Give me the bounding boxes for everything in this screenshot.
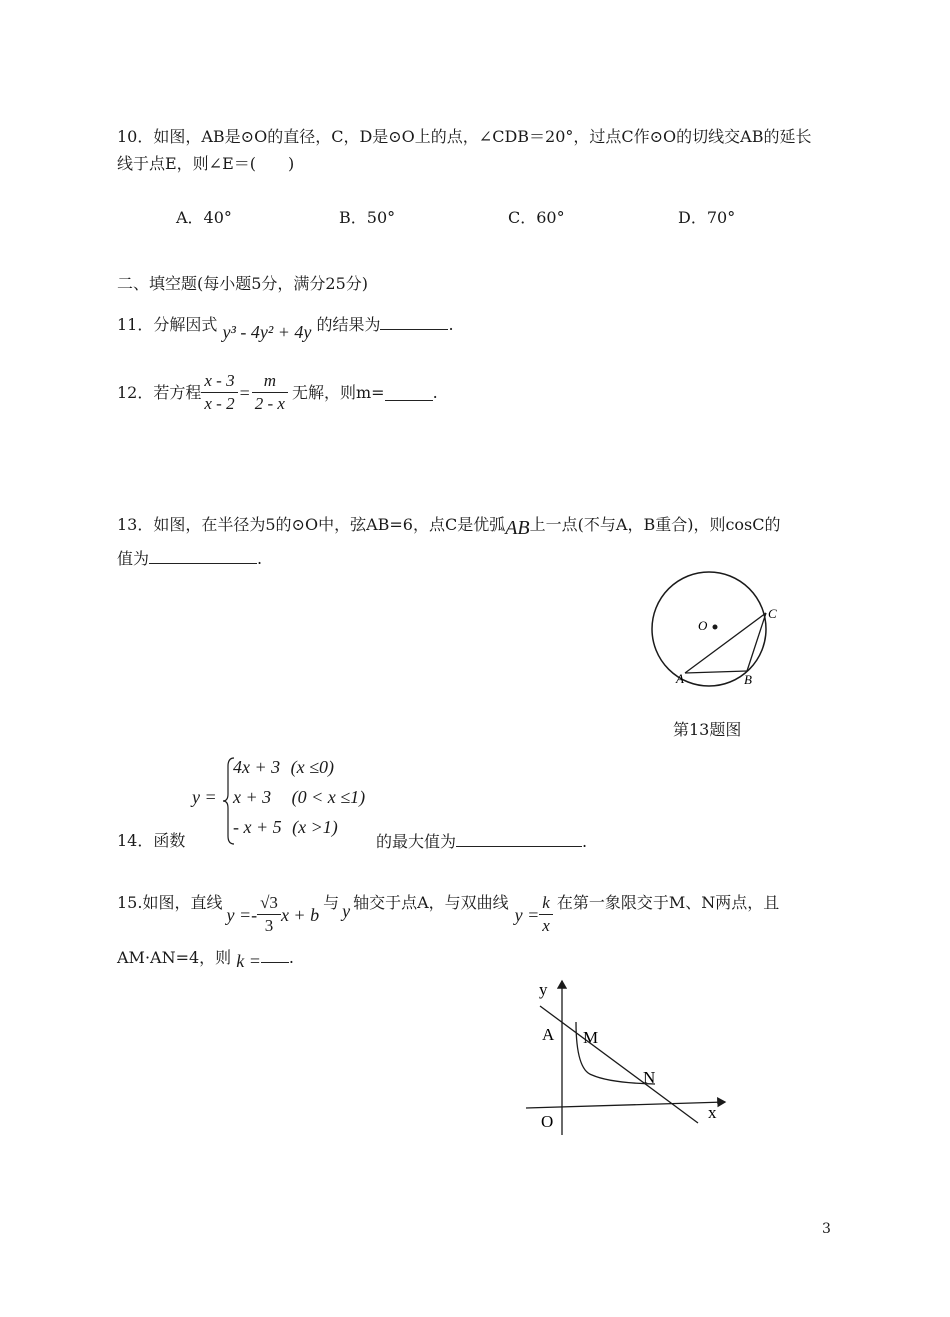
q13-text-b: 上一点(不与A，B重合)，则cosC的 bbox=[529, 515, 781, 534]
q15-hyperbola-lhs: y = bbox=[514, 904, 540, 925]
q12-lhs-numerator: x - 3 bbox=[201, 370, 237, 393]
chord-ab bbox=[685, 671, 747, 673]
q11-end: . bbox=[448, 315, 454, 334]
q11-prefix: 11．分解因式 bbox=[117, 315, 218, 334]
q15-text-a: 15.如图，直线 bbox=[117, 892, 223, 912]
q15-slope-fraction bbox=[257, 892, 281, 937]
q15-answer-blank bbox=[261, 946, 289, 963]
q10-line1: 10．如图，AB是⊙O的直径，C，D是⊙O上的点，∠CDB＝20°，过点C作⊙O的切线交AB的延长 bbox=[117, 127, 812, 146]
q15-end: . bbox=[288, 948, 294, 967]
q10-option-c: C．60° bbox=[508, 208, 565, 227]
x-axis bbox=[526, 1102, 725, 1108]
q14-y-equals: y = bbox=[192, 787, 217, 807]
q13-text-a: 13．如图，在半径为5的⊙O中，弦AB=6，点C是优弧 bbox=[117, 515, 506, 534]
q14-prefix: 14．函数 bbox=[117, 831, 186, 850]
q15-line-rhs: x + b bbox=[280, 904, 320, 925]
q14-case-3-cond: (x >1) bbox=[292, 817, 338, 837]
q10-option-d: D．70° bbox=[678, 208, 736, 227]
q11-answer-blank bbox=[380, 313, 448, 330]
label-point-a: A bbox=[542, 1025, 555, 1044]
q12-equals: = bbox=[239, 382, 250, 403]
q15-line1 bbox=[117, 880, 780, 935]
q12-rhs-fraction bbox=[252, 370, 288, 415]
q13-arc-label: AB bbox=[505, 517, 530, 539]
q10-option-a: A．40° bbox=[176, 208, 232, 227]
q14-suffix-line bbox=[376, 830, 587, 853]
q15-graph-figure bbox=[520, 975, 760, 1140]
q15-text-d: 在第一象限交于M、N两点，且 bbox=[556, 892, 780, 912]
label-o: O bbox=[698, 618, 708, 633]
circle-o bbox=[652, 572, 766, 686]
q13-text-c: 值为 bbox=[117, 549, 150, 568]
section-heading: 二、填空题(每小题5分，满分25分) bbox=[117, 274, 369, 293]
q15-hyperbola-fraction bbox=[539, 892, 553, 937]
label-a: A bbox=[676, 671, 684, 686]
label-x-axis: x bbox=[708, 1103, 717, 1122]
q12-end: . bbox=[432, 382, 438, 402]
q12-rhs-numerator: m bbox=[252, 370, 288, 393]
q15-line-lhs: y =- bbox=[226, 904, 258, 925]
center-point bbox=[713, 625, 718, 630]
label-point-n: N bbox=[643, 1068, 656, 1087]
q12-rhs-denominator: 2 - x bbox=[254, 394, 285, 413]
segment-bc bbox=[747, 613, 766, 671]
q14-case-3-expr: - x + 5 bbox=[233, 817, 282, 837]
q13-line1 bbox=[117, 513, 781, 539]
q11-expression: y³ - 4y² + 4y bbox=[222, 322, 312, 342]
q14-case-2-expr: x + 3 bbox=[233, 787, 272, 807]
q13-line2 bbox=[117, 547, 262, 570]
page-number: 3 bbox=[822, 1221, 831, 1237]
q11-suffix: 的结果为 bbox=[316, 315, 381, 334]
q12-answer-blank bbox=[385, 384, 433, 401]
q12-prefix: 12．若方程 bbox=[117, 382, 202, 402]
label-origin: O bbox=[541, 1112, 554, 1131]
q15-text-c: 轴交于点A，与双曲线 bbox=[353, 892, 509, 912]
q15-hyperbola-denominator: x bbox=[542, 916, 550, 935]
q12-line bbox=[117, 370, 438, 415]
q13-end: . bbox=[257, 549, 263, 568]
label-point-m: M bbox=[583, 1028, 599, 1047]
q14-case-2 bbox=[233, 787, 365, 808]
q14-case-2-cond: (0 < x ≤1) bbox=[291, 787, 366, 807]
q15-slope-denominator: 3 bbox=[264, 916, 274, 935]
q12-lhs-fraction bbox=[201, 370, 237, 415]
q14-case-1-cond: (x ≤0) bbox=[290, 757, 334, 777]
q10-option-b: B．50° bbox=[339, 208, 396, 227]
q13-answer-blank bbox=[149, 547, 257, 564]
label-b: B bbox=[744, 672, 752, 687]
q15-slope-numerator: √3 bbox=[257, 892, 281, 915]
q15-k-equals: k = bbox=[236, 951, 261, 971]
q15-text-e: AM·AN=4，则 bbox=[117, 948, 232, 967]
q10-line2: 线于点E，则∠E＝( ) bbox=[117, 154, 295, 173]
q12-suffix: 无解，则m= bbox=[291, 382, 385, 402]
q14-case-1-expr: 4x + 3 bbox=[233, 757, 281, 777]
q14-case-3 bbox=[233, 817, 338, 838]
q14-suffix: 的最大值为 bbox=[376, 832, 457, 851]
q15-y-variable: y bbox=[342, 900, 351, 921]
q15-line2 bbox=[117, 946, 294, 969]
q12-lhs-denominator: x - 2 bbox=[204, 394, 235, 413]
q13-circle-figure bbox=[650, 570, 790, 695]
q14-answer-blank bbox=[456, 830, 582, 847]
q14-case-1 bbox=[233, 757, 334, 778]
q13-figure-caption: 第13题图 bbox=[673, 720, 742, 739]
q14-end: . bbox=[582, 832, 588, 851]
q11-line bbox=[117, 313, 454, 342]
label-y-axis: y bbox=[539, 980, 548, 999]
q15-hyperbola-numerator: k bbox=[539, 892, 553, 915]
label-c: C bbox=[768, 606, 777, 621]
q15-text-b: 与 bbox=[323, 892, 340, 912]
